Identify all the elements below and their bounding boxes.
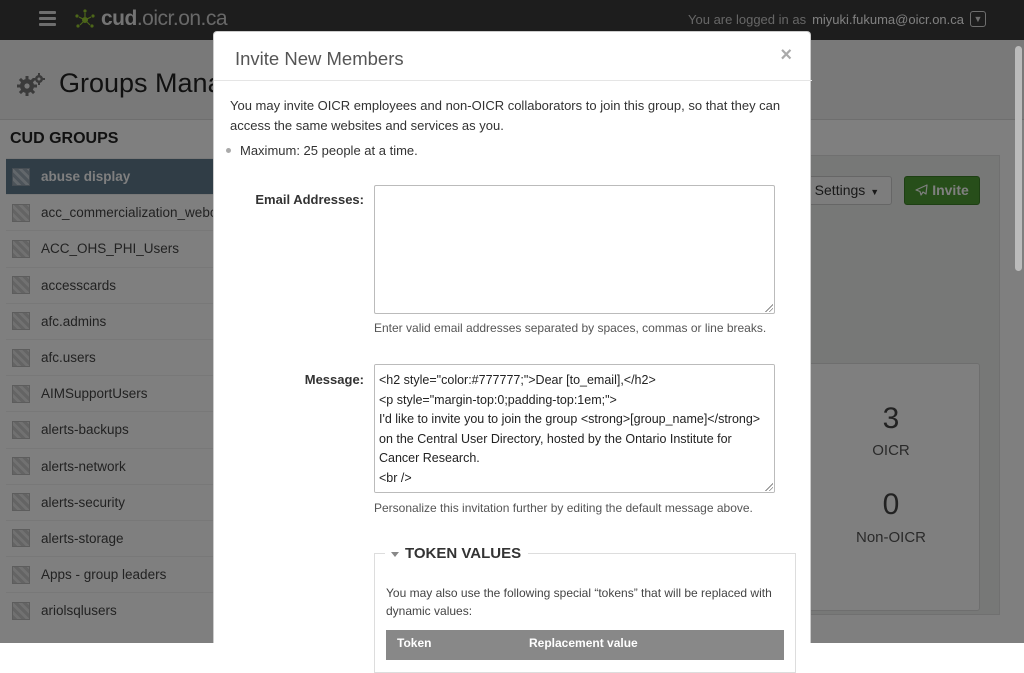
resize-handle-icon[interactable] bbox=[764, 303, 773, 312]
token-values-description: You may also use the following special “tokens” that will be replaced with dynamic values: bbox=[386, 586, 772, 618]
email-help-text: Enter valid email addresses separated by spaces, commas or line breaks. bbox=[374, 321, 767, 335]
invite-members-modal bbox=[213, 31, 811, 650]
message-input[interactable] bbox=[374, 364, 775, 493]
modal-header bbox=[214, 32, 812, 81]
token-column-header: Token bbox=[397, 636, 432, 650]
page-scrollbar[interactable] bbox=[1012, 40, 1024, 643]
resize-handle-icon[interactable] bbox=[764, 482, 773, 491]
token-values-legend: TOKEN VALUES bbox=[405, 545, 522, 562]
token-values-fieldset bbox=[374, 545, 796, 673]
close-icon[interactable]: × bbox=[780, 44, 792, 66]
message-help-text: Personalize this invitation further by editing the default message above. bbox=[374, 501, 753, 515]
max-people-note: Maximum: 25 people at a time. bbox=[240, 143, 418, 158]
triangle-down-icon bbox=[391, 552, 399, 557]
token-table-header bbox=[386, 630, 784, 660]
message-label: Message: bbox=[304, 372, 364, 387]
email-addresses-label: Email Addresses: bbox=[255, 192, 364, 207]
replacement-column-header: Replacement value bbox=[529, 636, 638, 650]
scrollbar-thumb[interactable] bbox=[1015, 46, 1022, 271]
modal-title: Invite New Members bbox=[235, 48, 404, 69]
email-addresses-input[interactable] bbox=[374, 185, 775, 314]
modal-intro-text: You may invite OICR employees and non-OICR collaborators to join this group, so that they can access the same websites and services as you. bbox=[230, 98, 781, 133]
token-values-toggle[interactable] bbox=[385, 545, 528, 562]
